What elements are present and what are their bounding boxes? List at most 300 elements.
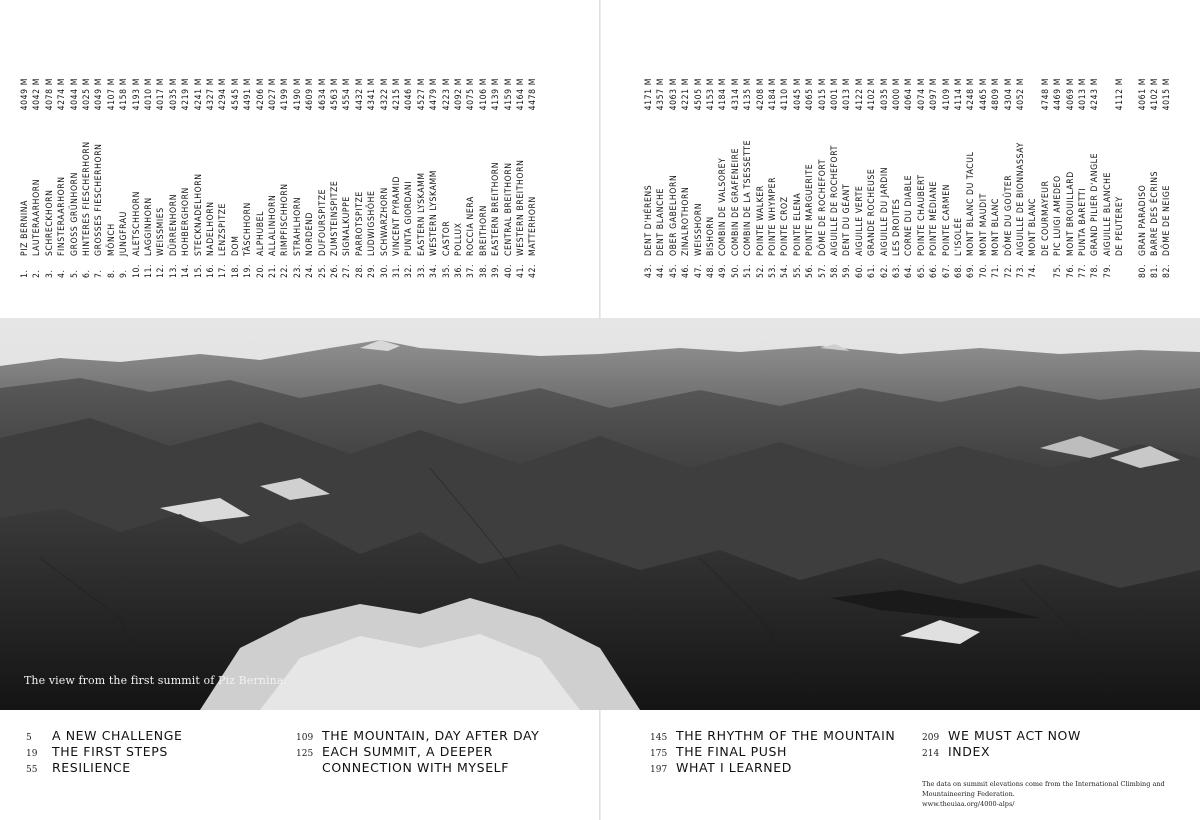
toc-page-number: 214 — [922, 749, 940, 759]
summit-entry — [1136, 78, 1149, 278]
summit-number: 52. — [755, 263, 766, 278]
summit-elevation: 4106 M — [478, 78, 489, 111]
summit-number: 54. — [779, 263, 790, 278]
summit-entry — [154, 78, 167, 278]
summit-entry — [865, 78, 878, 278]
summit-elevation: 4042 M — [31, 78, 42, 111]
summit-entry — [840, 78, 853, 278]
summit-name: LAGGINHORN — [143, 197, 154, 256]
summit-number: 41. — [515, 263, 526, 278]
summit-elevation: 4078 M — [44, 78, 55, 111]
toc-page-number: 197 — [650, 765, 668, 775]
toc-entry — [26, 760, 183, 776]
summit-elevation: 4109 M — [941, 78, 952, 111]
summit-elevation: 4049 M — [19, 78, 30, 111]
summit-number: 55. — [792, 263, 803, 278]
summit-name: AIGUILLE DE BIONNASSAY — [1015, 142, 1026, 256]
summit-entry — [105, 78, 118, 278]
summit-number: 47. — [693, 263, 704, 278]
summit-entry — [55, 78, 68, 278]
summit-number: 43. — [643, 263, 654, 278]
toc-chapter-title: THE FIRST STEPS — [52, 744, 168, 759]
summit-number: 27. — [341, 263, 352, 278]
summit-name: POINTE MÉDIANE — [928, 180, 939, 256]
summit-number: 76. — [1065, 263, 1076, 278]
summit-entry — [353, 78, 366, 278]
summit-name: HINTERES FIESCHERHORN — [81, 141, 92, 256]
summit-entry — [92, 78, 105, 278]
summit-elevation: 4171 M — [643, 78, 654, 111]
summit-number: 2. — [31, 269, 42, 278]
summit-number: 15. — [193, 263, 204, 278]
toc-page-number: 145 — [650, 733, 668, 743]
summit-entry — [1039, 78, 1052, 278]
summit-entry — [43, 78, 56, 278]
summit-elevation: 4545 M — [230, 78, 241, 111]
summit-number: 74. — [1027, 263, 1038, 278]
toc-page-number: 19 — [26, 749, 38, 759]
summit-name: NORDEND — [304, 211, 315, 256]
summit-name: AIGUILLE DU JARDIN — [879, 166, 890, 256]
summit-elevation: 4219 M — [180, 78, 191, 111]
summit-number: 69. — [965, 263, 976, 278]
summit-number: 71. — [990, 263, 1001, 278]
summit-name: POINTE MARGUERITE — [804, 163, 815, 256]
summit-name: POINTE CARMEN — [941, 183, 952, 256]
summit-elevation: 4114 M — [953, 78, 964, 111]
summit-number: 33. — [416, 263, 427, 278]
summit-number: 29. — [366, 263, 377, 278]
summit-number: 14. — [180, 263, 191, 278]
summit-entry — [853, 78, 866, 278]
toc-entry — [296, 744, 539, 760]
summit-elevation: 4064 M — [903, 78, 914, 111]
summit-name: WESTERN LYSKAMM — [428, 170, 439, 256]
source-note — [922, 779, 1192, 809]
summit-elevation: 4107 M — [106, 78, 117, 111]
summit-number: 80. — [1137, 263, 1148, 278]
summit-number: 82. — [1161, 263, 1172, 278]
summit-elevation: 4046 M — [403, 78, 414, 111]
summit-entry — [927, 78, 940, 278]
summit-name: EASTERN BREITHORN — [490, 161, 501, 256]
summit-elevation: 4432 M — [354, 78, 365, 111]
summit-number: 28. — [354, 263, 365, 278]
summit-entry — [229, 78, 242, 278]
summit-number: 81. — [1149, 263, 1160, 278]
summit-number: 66. — [928, 263, 939, 278]
summit-entry — [340, 78, 353, 278]
summit-entry — [1113, 78, 1126, 278]
summit-elevation: 4013 M — [841, 78, 852, 111]
toc-entry — [650, 760, 895, 776]
summit-number: 38. — [478, 263, 489, 278]
summit-name: DÔME DU GOÛTER — [1003, 174, 1014, 256]
toc-column-1 — [26, 728, 183, 776]
toc-column-3 — [650, 728, 895, 776]
summit-elevation: 4025 M — [81, 78, 92, 111]
summit-entry — [679, 78, 692, 278]
summit-name: DENT BLANCHE — [655, 188, 666, 256]
summit-name: GROSSES FIESCHERHORN — [93, 143, 104, 256]
summit-number: 72. — [1003, 263, 1014, 278]
summit-elevation: 4044 M — [69, 78, 80, 111]
summit-entry — [216, 78, 229, 278]
summit-name: SIGNALKUPPE — [341, 196, 352, 256]
summit-elevation: 4102 M — [1149, 78, 1160, 111]
summit-number: 30. — [379, 263, 390, 278]
summit-entry — [489, 78, 502, 278]
toc-entry — [296, 760, 539, 776]
summit-elevation: 4491 M — [242, 78, 253, 111]
summit-entry — [117, 78, 130, 278]
summit-number: 1. — [19, 269, 30, 278]
summit-number: 58. — [829, 263, 840, 278]
summit-entry — [816, 78, 829, 278]
source-note-text: The data on summit elevations come from the International Climbing and Mountaineering Federation. — [922, 780, 1165, 798]
summit-elevation: 4112 M — [1114, 78, 1125, 111]
alps-panorama-photo — [0, 318, 1200, 710]
toc-page-number: 109 — [296, 733, 314, 743]
summit-number: 50. — [730, 263, 741, 278]
summit-name: CASTOR — [441, 220, 452, 256]
summit-name: POINTE WALKER — [755, 185, 766, 256]
summit-number: 34. — [428, 263, 439, 278]
summit-number: 40. — [503, 263, 514, 278]
summit-elevation: 4110 M — [779, 78, 790, 111]
summit-entry — [464, 78, 477, 278]
summit-name: PUNTA BARETTI — [1077, 187, 1088, 256]
summit-entry — [365, 78, 378, 278]
summit-number: 5. — [69, 269, 80, 278]
summit-entry — [291, 78, 304, 278]
summit-number: 49. — [717, 263, 728, 278]
summit-number: 70. — [978, 263, 989, 278]
toc-chapter-title: THE RHYTHM OF THE MOUNTAIN — [676, 728, 896, 743]
summit-name: DÜRRENHORN — [168, 193, 179, 256]
summit-name: MÖNCH — [106, 223, 117, 256]
summit-number: 53. — [767, 263, 778, 278]
summit-name: PARROTSPITZE — [354, 191, 365, 256]
summit-name: ZUMSTEINSPITZE — [329, 180, 340, 256]
summit-number: 3. — [44, 269, 55, 278]
summit-elevation: 4479 M — [428, 78, 439, 111]
summit-name: BARRE DES ÉCRINS — [1149, 170, 1160, 256]
summit-entry — [902, 78, 915, 278]
summit-entry — [477, 78, 490, 278]
summit-name: WEISSHORN — [693, 202, 704, 256]
toc-chapter-title: THE MOUNTAIN, DAY AFTER DAY — [322, 728, 540, 743]
summit-name: OBER GABELHORN — [668, 174, 679, 256]
summit-entry — [167, 78, 180, 278]
summit-number: 24. — [304, 263, 315, 278]
summit-entry — [502, 78, 515, 278]
summit-elevation: 4527 M — [416, 78, 427, 111]
summit-entry — [1002, 78, 1015, 278]
summit-entry — [130, 78, 143, 278]
summit-elevation: 4190 M — [292, 78, 303, 111]
summit-elevation: 4469 M — [1052, 78, 1063, 111]
summit-name: WESTERN BREITHORN — [515, 159, 526, 256]
summit-number: 26. — [329, 263, 340, 278]
summit-name: LES DROITES — [891, 198, 902, 256]
source-url: www.theuiaa.org/4000-alps/ — [922, 800, 1015, 808]
summit-number: 57. — [817, 263, 828, 278]
summit-number: 23. — [292, 263, 303, 278]
summit-elevation: 4010 M — [143, 78, 154, 111]
summit-elevation: 4505 M — [693, 78, 704, 111]
summit-elevation: 4208 M — [755, 78, 766, 111]
summit-name: WEISSMIES — [155, 207, 166, 256]
summit-entry — [878, 78, 891, 278]
summit-entry — [716, 78, 729, 278]
summit-number: 78. — [1089, 263, 1100, 278]
summit-entry — [729, 78, 742, 278]
summit-elevation: 4223 M — [441, 78, 452, 111]
summit-elevation: 4015 M — [817, 78, 828, 111]
summit-elevation: 4322 M — [379, 78, 390, 111]
summit-name: DENT DU GÉANT — [841, 183, 852, 256]
toc-entry — [922, 728, 1081, 744]
summit-name: POINTE ELENA — [792, 192, 803, 256]
summit-elevation: 4035 M — [168, 78, 179, 111]
summit-number: 8. — [106, 269, 117, 278]
summit-number: 7. — [93, 269, 104, 278]
summit-number: 31. — [391, 263, 402, 278]
summit-name: MONT BROUILLARD — [1065, 171, 1076, 256]
summit-elevation: 4061 M — [1137, 78, 1148, 111]
summit-elevation: 4069 M — [1065, 78, 1076, 111]
summit-entry — [915, 78, 928, 278]
summit-name: PIZ BERNINA — [19, 200, 30, 256]
summit-number: 61. — [866, 263, 877, 278]
summit-elevation: 4097 M — [928, 78, 939, 111]
summit-name: ALPHUBEL — [255, 210, 266, 256]
summit-number: 56. — [804, 263, 815, 278]
summit-name: FINSTERAARHORN — [56, 176, 67, 256]
photo-caption: The view from the first summit of Piz Bernina. — [24, 674, 288, 687]
summit-name: TÄSCHHORN — [242, 202, 253, 256]
summit-elevation: 4049 M — [93, 78, 104, 111]
summit-elevation: 4000 M — [891, 78, 902, 111]
summit-name: COMBIN DE GRAFENEIRE — [730, 147, 741, 256]
summit-elevation: 4184 M — [717, 78, 728, 111]
summit-elevation: 4158 M — [118, 78, 129, 111]
summit-elevation: 4478 M — [527, 78, 538, 111]
summit-name: RIMPFISCHHORN — [279, 183, 290, 256]
summit-elevation: 4634 M — [317, 78, 328, 111]
summit-elevation: 4193 M — [131, 78, 142, 111]
summit-name: AIGUILLE VERTE — [854, 185, 865, 256]
summit-entry — [940, 78, 953, 278]
summit-name: HOHBERGHORN — [180, 187, 191, 256]
summit-name: JUNGFRAU — [118, 211, 129, 256]
summit-name: VINCENT PYRAMID — [391, 176, 402, 256]
summit-entry — [1064, 78, 1077, 278]
summit-name: BREITHORN — [478, 204, 489, 256]
summit-entry — [803, 78, 816, 278]
summit-name: GRANDE ROCHEUSE — [866, 168, 877, 256]
summit-name: DÔME DE NEIGE — [1161, 185, 1172, 256]
summit-elevation: 4554 M — [341, 78, 352, 111]
summit-entry — [30, 78, 43, 278]
summit-name: COMBIN DE VALSOREY — [717, 157, 728, 256]
summit-name: DE COURMAYEUR — [1040, 180, 1051, 256]
summit-entry — [192, 78, 205, 278]
summit-elevation: 4035 M — [879, 78, 890, 111]
summit-entry — [278, 78, 291, 278]
summit-entry — [1160, 78, 1173, 278]
summit-elevation: 4017 M — [155, 78, 166, 111]
summit-name: STRAHLHORN — [292, 196, 303, 256]
summit-entry — [1088, 78, 1101, 278]
summit-name: MONT MAUDIT — [978, 193, 989, 256]
summit-entry — [427, 78, 440, 278]
summit-name: ZINALROTHORN — [680, 186, 691, 256]
summit-entry — [440, 78, 453, 278]
summit-name: MONT BLANC — [990, 198, 1001, 256]
summit-elevation: 4045 M — [792, 78, 803, 111]
summit-entry — [989, 78, 1002, 278]
summit-number: 36. — [453, 263, 464, 278]
summit-elevation: 4092 M — [453, 78, 464, 111]
summit-entry — [741, 78, 754, 278]
summit-name: BISHORN — [705, 216, 716, 256]
summit-elevation: 4027 M — [267, 78, 278, 111]
toc-chapter-title: WE MUST ACT NOW — [948, 728, 1081, 743]
summit-number: 59. — [841, 263, 852, 278]
summit-elevation: 4206 M — [255, 78, 266, 111]
summit-elevation: 4357 M — [655, 78, 666, 111]
summit-name: PUNTA GIORDANI — [403, 180, 414, 256]
summit-number: 32. — [403, 263, 414, 278]
summit-name: GRAND PILIER D'ANGLE — [1089, 152, 1100, 256]
summit-elevation: 4609 M — [304, 78, 315, 111]
summit-elevation: 4065 M — [804, 78, 815, 111]
summit-name: POINTE WHYMPER — [767, 176, 778, 256]
summit-elevation: 4122 M — [854, 78, 865, 111]
toc-entry — [650, 728, 895, 744]
summit-number: 6. — [81, 269, 92, 278]
summit-elevation: 4215 M — [391, 78, 402, 111]
summit-elevation: 4241 M — [193, 78, 204, 111]
summit-elevation: 4063 M — [668, 78, 679, 111]
toc-column-4 — [922, 728, 1081, 760]
summit-number: 35. — [441, 263, 452, 278]
summit-elevation: 4327 M — [205, 78, 216, 111]
summit-name: L'ISOLÉE — [953, 217, 964, 256]
summit-elevation: 4243 M — [1089, 78, 1100, 111]
summit-name: LAUTERAARHORN — [31, 178, 42, 256]
summit-elevation: 4001 M — [829, 78, 840, 111]
summit-entry — [778, 78, 791, 278]
summit-name: STECKNADELHORN — [193, 173, 204, 256]
summit-name: ALLALINHORN — [267, 194, 278, 256]
summit-name: ROCCIA NERA — [465, 196, 476, 256]
summit-number: 10. — [131, 263, 142, 278]
summit-entry — [241, 78, 254, 278]
summit-elevation: 4164 M — [515, 78, 526, 111]
summit-number: 16. — [205, 263, 216, 278]
summit-elevation: 4139 M — [490, 78, 501, 111]
summit-name: LUDWIGSHÖHE — [366, 190, 377, 256]
summit-number: 65. — [916, 263, 927, 278]
toc-entry — [296, 728, 539, 744]
summit-elevation: 4159 M — [503, 78, 514, 111]
toc-chapter-title: CONNECTION WITH MYSELF — [322, 760, 510, 775]
summit-name: MONT BLANC — [1027, 198, 1038, 256]
toc-chapter-title: A NEW CHALLENGE — [52, 728, 183, 743]
summit-number: 4. — [56, 269, 67, 278]
summit-elevation: 4248 M — [965, 78, 976, 111]
toc-chapter-title: THE FINAL PUSH — [676, 744, 788, 759]
summit-elevation: 4341 M — [366, 78, 377, 111]
summit-number: 67. — [941, 263, 952, 278]
summit-name: EASTERN LYSKAMM — [416, 172, 427, 256]
toc-entry — [26, 744, 183, 760]
summit-entry — [526, 78, 539, 278]
summit-name: DENT D'HÉRENS — [643, 184, 654, 256]
summit-name: POINTE CROZ — [779, 196, 790, 256]
toc-page-number: 175 — [650, 749, 668, 759]
toc-entry — [650, 744, 895, 760]
summit-number: 73. — [1015, 263, 1026, 278]
toc-page-number: 5 — [26, 733, 32, 743]
summit-number: 18. — [230, 263, 241, 278]
summit-elevation: 4135 M — [742, 78, 753, 111]
summit-number: 20. — [255, 263, 266, 278]
summit-elevation: 4013 M — [1077, 78, 1088, 111]
summit-elevation: 4809 M — [990, 78, 1001, 111]
summit-name: DÔME DE ROCHEFORT — [817, 158, 828, 256]
summit-number: 79. — [1102, 263, 1113, 278]
summit-elevation: 4153 M — [705, 78, 716, 111]
summit-number: 25. — [317, 263, 328, 278]
summit-entry — [1026, 78, 1039, 278]
summit-number: 45. — [668, 263, 679, 278]
summit-name: POLLUX — [453, 222, 464, 256]
summit-entry — [402, 78, 415, 278]
summit-elevation: 4075 M — [465, 78, 476, 111]
summit-number: 11. — [143, 263, 154, 278]
toc-column-2 — [296, 728, 539, 776]
toc-chapter-title: WHAT I LEARNED — [676, 760, 792, 775]
summit-elevation: 4748 M — [1040, 78, 1051, 111]
summit-name: AIGUILLE BLANCHE — [1102, 171, 1113, 256]
summit-number: 22. — [279, 263, 290, 278]
summit-number: 62. — [879, 263, 890, 278]
summit-name: SCHRECKHORN — [44, 189, 55, 256]
summit-number: 19. — [242, 263, 253, 278]
summit-name: COMBIN DE LA TSESSETTE — [742, 139, 753, 256]
summit-entry — [692, 78, 705, 278]
toc-chapter-title: EACH SUMMIT, A DEEPER — [322, 744, 493, 759]
toc-entry — [922, 744, 1081, 760]
summit-elevation: 4184 M — [767, 78, 778, 111]
summit-entry — [791, 78, 804, 278]
summit-elevation: 4221 M — [680, 78, 691, 111]
summit-entry — [415, 78, 428, 278]
summit-elevation: 4274 M — [56, 78, 67, 111]
summit-number: 12. — [155, 263, 166, 278]
summit-elevation: 4015 M — [1161, 78, 1172, 111]
summit-entry — [1101, 78, 1114, 278]
summit-name: DUFOURSPITZE — [317, 188, 328, 256]
summit-entry — [303, 78, 316, 278]
summit-elevation: 4314 M — [730, 78, 741, 111]
summit-name: ALETSCHHORN — [131, 191, 142, 256]
summit-number: 46. — [680, 263, 691, 278]
